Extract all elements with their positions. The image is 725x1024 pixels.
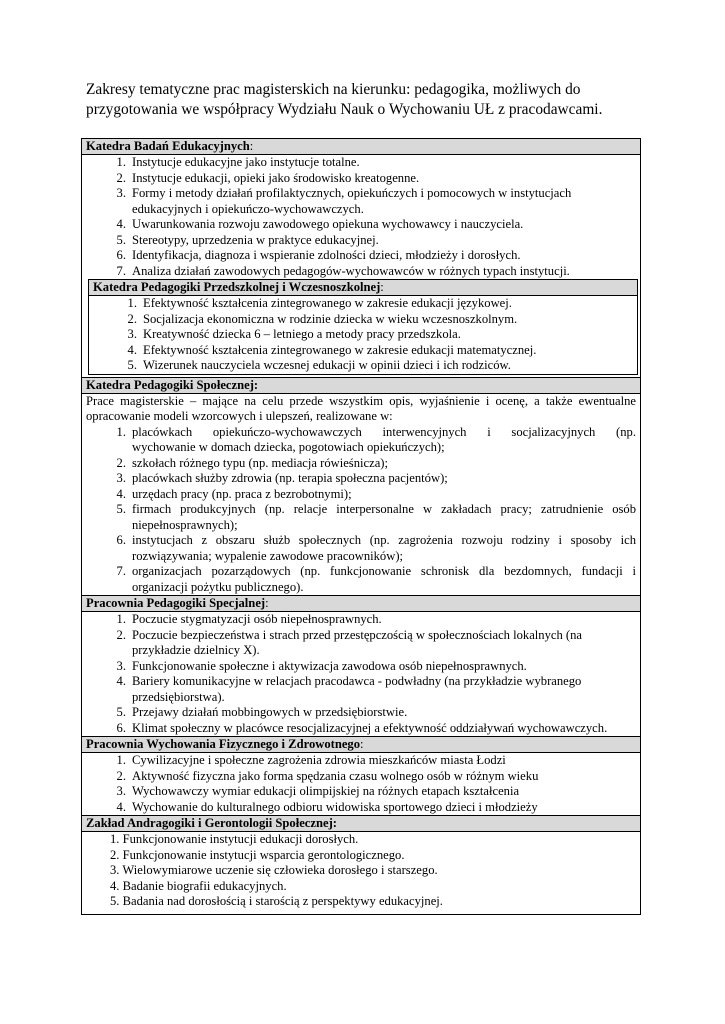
list-item: 3. placówkach służby zdrowia (np. terapia społeczna pacjentów); [116, 471, 448, 485]
topic-list [86, 612, 636, 736]
list-item: 3. Wychowawczy wymiar edukacji olimpijskiej na różnych etapach kształcenia [116, 784, 520, 798]
section-body [82, 612, 640, 736]
list-item: 1. Efektywność kształcenia zintegrowanego w zakresie edukacji językowej. [127, 296, 512, 310]
section-intro-line-1: Prace magisterskie – mające na celu przede wszystkim opis, wyjaśnienie i ocenę, a także ewentualne [86, 393, 636, 408]
section-header: Katedra Pedagogiki Przedszkolnej i Wczesnoszkolnej: [89, 280, 637, 296]
list-item: 6. instytucjach z obszaru służb społecznych (np. zagrożenia rozwoju rodziny i sposoby ich rozwiązywania; wypalenie zawodowe pracowników); [116, 533, 636, 563]
list-item: 5. Stereotypy, uprzedzenia w praktyce edukacyjnej. [116, 232, 379, 247]
list-item: 4. urzędach pracy (np. praca z bezrobotnymi); [116, 486, 352, 501]
topic-list [86, 753, 636, 815]
section-intro-line-2: opracowanie modeli wzorcowych i ulepszeń, realizowane w: [86, 409, 393, 423]
list-item: 1. Poczucie stygmatyzacji osób niepełnosprawnych. [116, 612, 382, 626]
list-item: 4. Efektywność kształcenia zintegrowanego w zakresie edukacji matematycznej. [127, 342, 537, 357]
list-item: 2. Aktywność fizyczna jako forma spędzania czasu wolnego osób w różnym wieku [116, 768, 539, 783]
section-katedra-badan-edukacyjnych [82, 139, 640, 375]
topics-table [81, 138, 641, 915]
list-item: 5. Przejawy działań mobbingowych w przedsiębiorstwie. [116, 705, 408, 719]
section-katedra-pedagogiki-spolecznej [82, 377, 640, 596]
section-body [82, 394, 640, 596]
section-header: Pracownia Wychowania Fizycznego i Zdrowotnego: [82, 737, 640, 753]
list-item: 2. Socjalizacja ekonomiczna w rodzinie dziecka w wieku wczesnoszkolnym. [127, 311, 518, 326]
list-item: 3. Formy i metody działań profilaktycznych, opiekuńczych i pomocowych w instytucjach edukacyjnych i opiekuńczo-wychowawczych. [116, 186, 572, 216]
list-item: 4. Bariery komunikacyjne w relacjach pracodawca - podwładny (na przykładzie wybranego przedsiębiorstwa). [116, 674, 582, 704]
list-item: 6. Klimat społeczny w placówce resocjalizacyjnej a efektywność oddziaływań wychowawczych. [116, 720, 608, 735]
section-title: Katedra Badań Edukacyjnych [86, 139, 250, 153]
list-item: 3. Kreatywność dziecka 6 – letniego a metody pracy przedszkola. [127, 327, 461, 341]
list-item: 2. Instytucje edukacji, opieki jako środowisko kreatogenne. [116, 170, 420, 185]
section-body [82, 155, 640, 279]
list-item: 1. Funkcjonowanie instytucji edukacji dorosłych. [110, 832, 359, 846]
list-item: 1. placówkach opiekuńczo-wychowawczych interwencyjnych i socjalizacyjnych (np. wychowanie w domach dziecka, pogotowiach opiekuńczych); [116, 424, 636, 454]
list-item: 7. organizacjach pozarządowych (np. funkcjonowanie schronisk dla bezdomnych, fundacji i organizacji pożytku publicznego). [116, 564, 636, 594]
list-item: 2. Poczucie bezpieczeństwa i strach przed przestępczością w społecznościach lokalnych (na przykładzie dzielnicy X). [116, 627, 583, 657]
list-item: 4. Wychowanie do kulturalnego odbioru widowiska sportowego dzieci i młodzieży [116, 799, 538, 814]
list-item: 4. Uwarunkowania rozwoju zawodowego opiekuna wychowawcy i nauczyciela. [116, 217, 524, 231]
list-item: 5. firmach produkcyjnych (np. relacje interpersonalne w zakładach pracy; zatrudnienie osób niepełnosprawnych); [116, 502, 636, 532]
section-title: Katedra Pedagogiki Społecznej: [86, 377, 259, 392]
section-header: Pracownia Pedagogiki Specjalnej: [82, 596, 640, 612]
intro-line-2: przygotowania we współpracy Wydziału Nauk o Wychowaniu UŁ z pracodawcami. [86, 101, 603, 118]
list-item: 4. Badanie biografii edukacyjnych. [110, 878, 287, 893]
section-title: Pracownia Wychowania Fizycznego i Zdrowotnego [86, 737, 361, 751]
section-title: Zakład Andragogiki i Gerontologii Społecznej: [86, 816, 337, 830]
list-item: 7. Analiza działań zawodowych pedagogów-wychowawców w różnych typach instytucji. [116, 263, 570, 278]
section-header [82, 816, 640, 832]
section-title: Pracownia Pedagogiki Specjalnej [86, 596, 266, 610]
list-item: 2. szkołach różnego typu (np. mediacja rówieśnicza); [116, 455, 388, 470]
list-item: 5. Badania nad dorosłością i starością z perspektywy edukacyjnej. [110, 894, 443, 908]
topic-list [89, 296, 637, 374]
topic-list [86, 425, 636, 596]
section-header: Katedra Badań Edukacyjnych: [82, 139, 640, 155]
document-intro [86, 80, 646, 120]
section-katedra-pedagogiki-przedszkolnej [88, 279, 638, 375]
list-item: 3. Wielowymiarowe uczenie się człowieka dorosłego i starszego. [110, 863, 438, 877]
section-zaklad-andragogiki [82, 815, 640, 914]
list-item: 3. Funkcjonowanie społeczne i aktywizacja zawodowa osób niepełnosprawnych. [116, 658, 527, 673]
section-pracownia-wychowania-fizycznego [82, 736, 640, 815]
topic-list [86, 155, 636, 279]
section-title: Katedra Pedagogiki Przedszkolnej i Wczesnoszkolnej [93, 280, 381, 294]
list-item: 1. Cywilizacyjne i społeczne zagrożenia zdrowia mieszkańców miasta Łodzi [116, 753, 506, 767]
intro-line-1: Zakresy tematyczne prac magisterskich na kierunku: pedagogika, możliwych do [86, 81, 581, 98]
section-header [82, 378, 640, 394]
list-item: 5. Wizerunek nauczyciela wczesnej edukacji w opinii dzieci i ich rodziców. [127, 358, 511, 372]
list-item: 2. Funkcjonowanie instytucji wsparcia gerontologicznego. [110, 847, 405, 862]
list-item: 6. Identyfikacja, diagnoza i wspieranie zdolności dzieci, młodzieży i dorosłych. [116, 248, 521, 262]
list-item: 1. Instytucje edukacyjne jako instytucje totalne. [116, 155, 360, 169]
section-body [82, 753, 640, 815]
section-pracownia-pedagogiki-specjalnej [82, 595, 640, 736]
section-body [82, 832, 640, 914]
